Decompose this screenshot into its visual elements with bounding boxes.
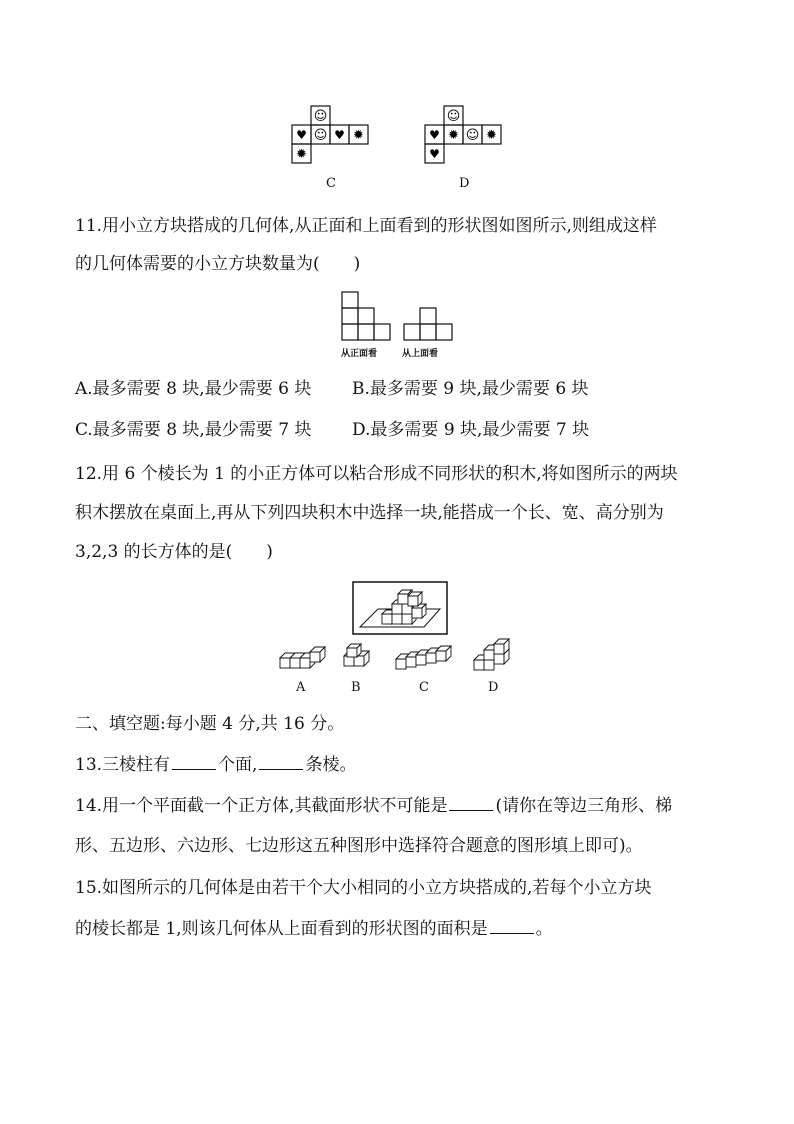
svg-text:☺: ☺ [313,128,328,143]
q11-option-d[interactable]: D.最多需要 9 块,最少需要 7 块 [352,420,590,440]
q15-line1: 15.如图所示的几何体是由若干个大小相同的小立方块搭成的,若每个小立方块 [75,878,652,898]
q12-label-a: A [296,680,306,695]
q12-option-a-figure[interactable] [276,644,328,674]
q14-line1-part1: 14.用一个平面截一个正方体,其截面形状不可能是 [75,796,448,816]
q12-stem-line2: 积木摆放在桌面上,再从下列四块积木中选择一块,能搭成一个长、宽、高分别为 [75,503,664,523]
svg-text:✹: ✹ [486,128,497,143]
q13-part2: 个面, [218,755,258,775]
net-label-c: C [326,176,336,191]
q13-part3: 条棱。 [305,755,357,775]
q12-main-figure [352,581,448,635]
net-label-d: D [459,176,470,191]
section-heading: 二、填空题:每小题 4 分,共 16 分。 [75,714,345,734]
q14-line1 [75,793,672,818]
net-figure-c [285,103,380,173]
q12-stem-line1: 12.用 6 个棱长为 1 的小正方体可以粘合形成不同形状的积木,将如图所示的两块 [75,464,678,484]
svg-text:✹: ✹ [353,128,364,143]
q13-blank-faces[interactable] [172,752,216,770]
svg-text:✹: ✹ [296,147,307,162]
q14-blank[interactable] [449,793,493,811]
q12-label-d: D [488,680,499,695]
net-figure-d [418,103,513,173]
q13-line [75,752,356,777]
q14-line1-part2: (请你在等边三角形、梯 [495,796,673,816]
svg-text:♥: ♥ [429,147,440,161]
q15-line2-part2: 。 [535,919,553,939]
svg-text:♥: ♥ [296,128,307,142]
q11-option-c[interactable]: C.最多需要 8 块,最少需要 7 块 [75,420,312,440]
q12-label-c: C [419,680,429,695]
q11-caption-front: 从正面看 [341,349,378,359]
svg-text:✹: ✹ [448,128,459,143]
q15-line2 [75,916,553,941]
q15-blank[interactable] [490,916,534,934]
svg-text:♥: ♥ [429,128,440,142]
q13-part1: 13.三棱柱有 [75,755,171,775]
svg-text:♥: ♥ [334,128,345,142]
svg-text:☺: ☺ [465,128,480,143]
q11-option-b[interactable]: B.最多需要 9 块,最少需要 6 块 [352,379,589,399]
q12-option-b-figure[interactable] [339,642,375,674]
q12-option-d-figure[interactable] [470,638,518,674]
svg-text:☺: ☺ [313,109,328,124]
q11-caption-top: 从上面看 [402,349,439,359]
q13-blank-edges[interactable] [259,752,303,770]
q11-option-a[interactable]: A.最多需要 8 块,最少需要 6 块 [75,379,312,399]
q11-front-view [340,290,396,344]
q15-line2-part1: 的棱长都是 1,则该几何体从上面看到的形状图的面积是 [75,919,488,939]
q14-line2: 形、五边形、六边形、七边形这五种图形中选择符合题意的图形填上即可)。 [75,836,643,856]
svg-text:☺: ☺ [446,109,461,124]
q11-stem-line2: 的几何体需要的小立方块数量为( ) [75,254,361,274]
q12-option-c-figure[interactable] [392,643,458,673]
q11-stem-line1: 11.用小立方块搭成的几何体,从正面和上面看到的形状图如图所示,则组成这样 [75,216,657,236]
q12-label-b: B [351,680,361,695]
q12-stem-line3: 3,2,3 的长方体的是( ) [75,542,273,562]
q11-top-view [402,306,458,344]
